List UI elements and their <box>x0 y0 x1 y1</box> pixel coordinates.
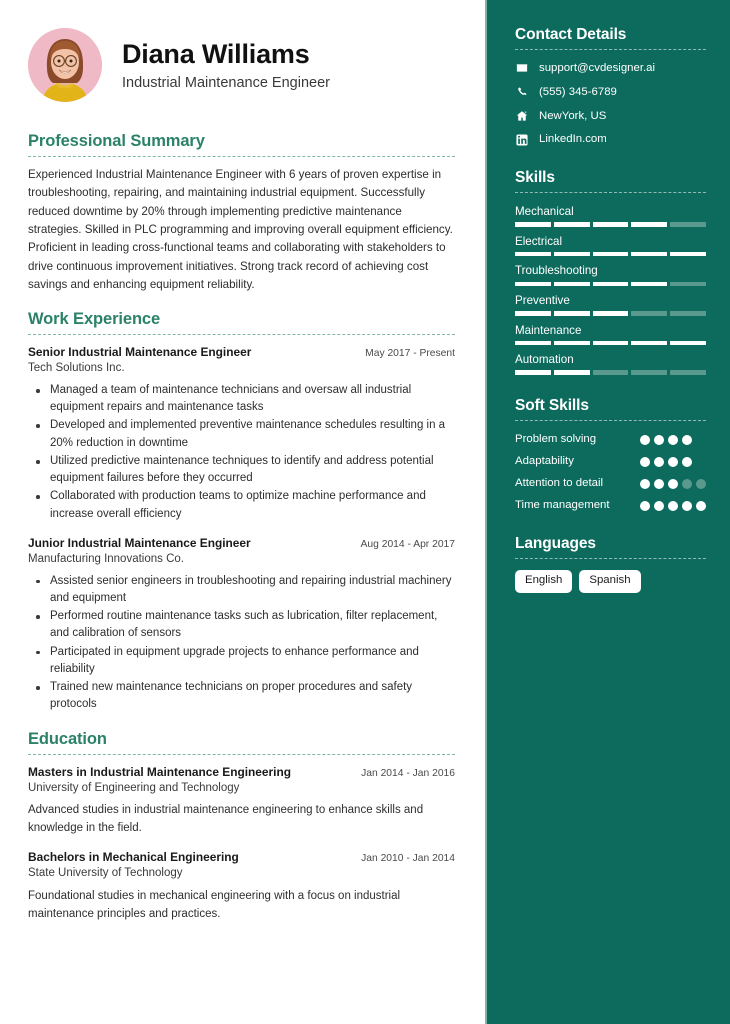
phone-icon <box>515 86 528 99</box>
soft-skill-row <box>515 432 706 447</box>
education-date: Jan 2010 - Jan 2014 <box>361 853 455 865</box>
list-item: Trained new maintenance technicians on proper procedures and safety protocols <box>28 679 455 714</box>
rating-dot <box>668 501 678 511</box>
skill-segment <box>631 252 667 257</box>
soft-skill-label: Adaptability <box>515 454 574 467</box>
education-list <box>28 764 455 923</box>
divider <box>515 192 706 193</box>
soft-skills-list <box>515 432 706 513</box>
education-entry <box>28 849 455 923</box>
contact-item[interactable] <box>515 109 706 124</box>
skill-segment <box>554 252 590 257</box>
skill-row <box>515 263 706 286</box>
soft-skill-rating <box>640 454 706 467</box>
skill-segment <box>515 222 551 227</box>
skill-level-meter <box>515 222 706 227</box>
summary-text: Experienced Industrial Maintenance Engineer with 6 years of proven expertise in troubleshooting, repairing, and maintaining industrial equipment. Successfully reduced downtime by 20% through implementing predictive maintenance strategies. Skilled in PLC programming and improving overall equipment efficiency. Proficient in leading cross-functional teams and collaborating with stakeholders to drive continuous improvement initiatives. Strong track record of achieving cost savings and enhancing equipment reliability. <box>28 168 453 291</box>
skill-segment <box>515 370 551 375</box>
skill-label: Electrical <box>515 234 563 248</box>
skill-level-meter <box>515 370 706 375</box>
skill-segment <box>554 311 590 316</box>
experience-entry-header <box>28 535 455 551</box>
skill-segment <box>593 282 629 287</box>
rating-dot <box>640 457 650 467</box>
resume-header <box>28 28 455 102</box>
experience-bullet-list <box>28 382 455 523</box>
rating-dot <box>654 501 664 511</box>
section-skills <box>515 169 706 374</box>
education-description: Advanced studies in industrial maintenance engineering to enhance skills and knowledge in the field. <box>28 804 424 834</box>
rating-dot <box>654 457 664 467</box>
divider <box>28 334 455 335</box>
soft-skill-rating <box>640 432 706 445</box>
skill-level-meter <box>515 311 706 316</box>
skill-segment <box>515 252 551 257</box>
rating-dot <box>654 479 664 489</box>
soft-skill-row <box>515 476 706 491</box>
rating-dot <box>696 479 706 489</box>
soft-skill-label: Attention to detail <box>515 476 604 489</box>
contact-item[interactable] <box>515 132 706 147</box>
skill-label: Preventive <box>515 294 570 307</box>
skill-segment <box>631 282 667 287</box>
skill-segment <box>670 370 706 375</box>
divider <box>515 49 706 50</box>
section-heading-contact: Contact Details <box>515 26 627 43</box>
skill-segment <box>593 222 629 227</box>
name-block <box>122 37 330 92</box>
skill-segment <box>554 282 590 287</box>
experience-role: Junior Industrial Maintenance Engineer <box>28 535 251 550</box>
education-entry-header <box>28 764 455 780</box>
skill-segment <box>670 252 706 257</box>
skills-list <box>515 204 706 374</box>
section-soft-skills <box>515 397 706 513</box>
envelope-icon <box>515 62 528 75</box>
skill-segment <box>631 370 667 375</box>
experience-date: May 2017 - Present <box>365 348 455 360</box>
section-heading-summary: Professional Summary <box>28 132 205 150</box>
list-item: Participated in equipment upgrade projects to enhance performance and reliability <box>28 644 455 679</box>
page-title: Diana Williams <box>122 39 310 70</box>
skill-segment <box>670 282 706 287</box>
experience-bullet-list <box>28 573 455 714</box>
skill-row <box>515 234 706 257</box>
rating-dot <box>668 457 678 467</box>
skill-segment <box>593 311 629 316</box>
section-contact-details <box>515 26 706 147</box>
list-item: Utilized predictive maintenance techniques to identify and address potential equipment failures before they occurred <box>28 453 455 488</box>
rating-dot <box>640 435 650 445</box>
contact-item[interactable] <box>515 85 706 100</box>
section-heading-skills: Skills <box>515 169 555 187</box>
experience-list <box>28 344 455 713</box>
contact-list <box>515 61 706 147</box>
skill-segment <box>593 252 629 257</box>
education-description: Foundational studies in mechanical engineering with a focus on industrial maintenance principles and practices. <box>28 890 401 920</box>
rating-dot <box>668 479 678 489</box>
skill-segment <box>515 341 551 346</box>
sidebar <box>485 0 730 1024</box>
education-degree: Bachelors in Mechanical Engineering <box>28 850 239 865</box>
soft-skill-row <box>515 454 706 469</box>
skill-segment <box>554 370 590 375</box>
rating-dot <box>682 457 692 467</box>
soft-skill-label: Time management <box>515 498 610 511</box>
contact-value: support@cvdesigner.ai <box>539 62 656 74</box>
list-item: Developed and implemented preventive maintenance schedules resulting in a 20% reduction in downtime <box>28 417 455 452</box>
education-school: University of Engineering and Technology <box>28 781 240 794</box>
section-heading-languages: Languages <box>515 534 596 552</box>
rating-dot <box>640 479 650 489</box>
skill-row <box>515 204 706 227</box>
language-chip: Spanish <box>579 570 640 593</box>
section-languages <box>515 535 706 593</box>
skill-level-meter <box>515 252 706 257</box>
skill-segment <box>515 282 551 287</box>
list-item: Assisted senior engineers in troubleshooting and repairing industrial machinery and equipment <box>28 573 455 608</box>
rating-dot <box>654 435 664 445</box>
skill-label: Maintenance <box>515 323 582 337</box>
soft-skill-rating <box>640 476 706 489</box>
experience-entry <box>28 344 455 523</box>
linkedin-icon <box>515 133 528 146</box>
soft-skill-rating <box>640 498 706 511</box>
education-date: Jan 2014 - Jan 2016 <box>361 767 455 779</box>
contact-value: LinkedIn.com <box>539 133 607 146</box>
section-heading-education: Education <box>28 729 107 748</box>
experience-company: Tech Solutions Inc. <box>28 362 125 375</box>
skill-segment <box>593 370 629 375</box>
rating-dot <box>640 501 650 511</box>
divider <box>515 420 706 421</box>
skill-segment <box>670 341 706 346</box>
education-school: State University of Technology <box>28 867 183 880</box>
rating-dot <box>668 435 678 445</box>
section-education <box>28 730 455 923</box>
experience-entry <box>28 535 455 714</box>
education-entry-header <box>28 849 455 865</box>
list-item: Collaborated with production teams to optimize machine performance and increase overall efficiency <box>28 488 455 523</box>
section-work-experience <box>28 310 455 713</box>
skill-level-meter <box>515 282 706 287</box>
rating-dot <box>682 435 692 445</box>
home-icon <box>515 110 528 123</box>
skill-segment <box>554 222 590 227</box>
avatar <box>28 28 102 102</box>
contact-value: NewYork, US <box>539 109 607 122</box>
contact-item[interactable] <box>515 61 706 76</box>
skill-segment <box>593 341 629 346</box>
experience-entry-header <box>28 344 455 360</box>
language-chip: English <box>515 570 572 593</box>
skill-row <box>515 323 706 346</box>
section-heading-experience: Work Experience <box>28 310 161 329</box>
skill-segment <box>554 341 590 346</box>
section-professional-summary <box>28 132 455 294</box>
education-entry <box>28 764 455 838</box>
skill-label: Troubleshooting <box>515 264 598 278</box>
language-chip-list <box>515 570 706 593</box>
skill-segment <box>631 222 667 227</box>
skill-row <box>515 352 706 375</box>
section-heading-soft-skills: Soft Skills <box>515 396 589 414</box>
rating-dot <box>682 479 692 489</box>
skill-segment <box>670 311 706 316</box>
skill-label: Mechanical <box>515 205 574 219</box>
contact-value: (555) 345-6789 <box>539 85 617 98</box>
divider <box>28 754 455 755</box>
education-degree: Masters in Industrial Maintenance Engineering <box>28 764 291 779</box>
skill-level-meter <box>515 341 706 346</box>
rating-dot <box>696 501 706 511</box>
soft-skill-label: Problem solving <box>515 432 597 445</box>
list-item: Managed a team of maintenance technicians and oversaw all industrial equipment repairs and maintenance tasks <box>28 382 455 417</box>
divider <box>515 558 706 559</box>
skill-segment <box>631 341 667 346</box>
list-item: Performed routine maintenance tasks such as lubrication, filter replacement, and calibration of sensors <box>28 608 455 643</box>
skill-label: Automation <box>515 353 574 367</box>
skill-row <box>515 293 706 316</box>
soft-skill-row <box>515 498 706 513</box>
experience-company: Manufacturing Innovations Co. <box>28 552 184 565</box>
divider <box>28 156 455 157</box>
skill-segment <box>670 222 706 227</box>
experience-role: Senior Industrial Maintenance Engineer <box>28 345 252 360</box>
skill-segment <box>631 311 667 316</box>
experience-date: Aug 2014 - Apr 2017 <box>360 538 455 550</box>
rating-dot <box>682 501 692 511</box>
skill-segment <box>515 311 551 316</box>
job-title: Industrial Maintenance Engineer <box>122 75 330 92</box>
